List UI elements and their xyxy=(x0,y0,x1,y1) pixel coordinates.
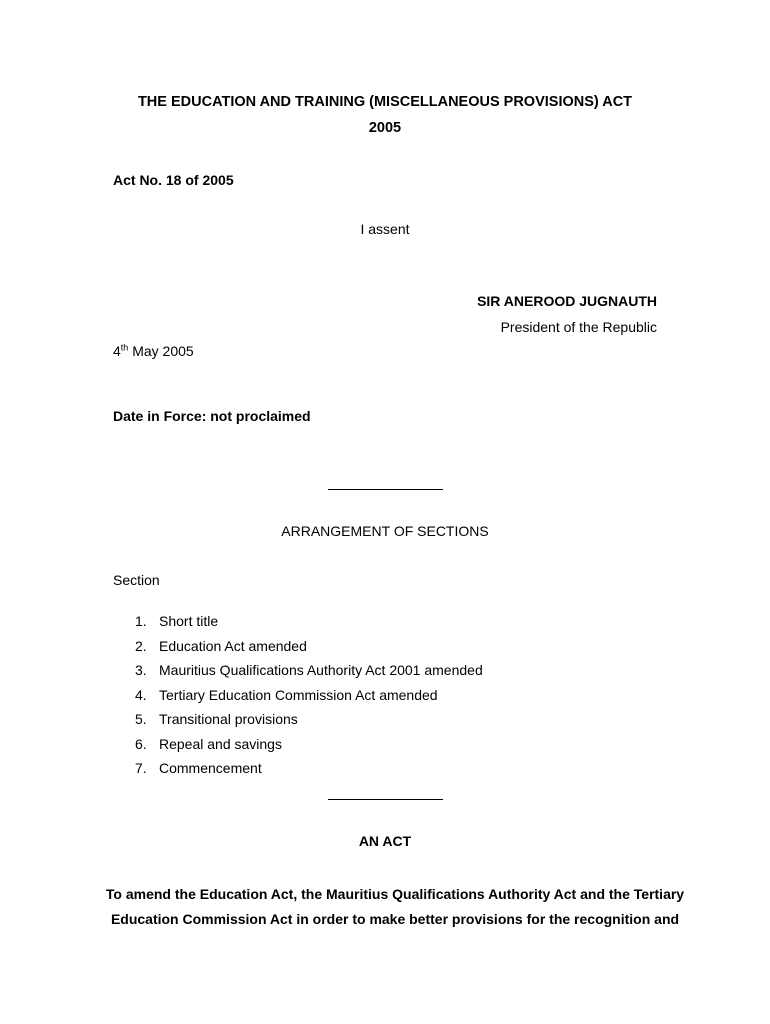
act-title-line2: 2005 xyxy=(368,120,402,136)
list-item xyxy=(135,638,483,663)
date-in-force: Date in Force: not proclaimed xyxy=(113,408,311,424)
section-number: 1. xyxy=(135,613,147,629)
section-label: Section xyxy=(113,572,160,588)
long-title-line1: To amend the Education Act, the Mauritius Qualifications Authority Act and the Tertiary xyxy=(105,886,685,902)
list-item xyxy=(135,736,483,761)
section-number: 3. xyxy=(135,662,147,678)
divider-rule xyxy=(328,799,443,800)
section-number: 7. xyxy=(135,760,147,776)
act-number: Act No. 18 of 2005 xyxy=(113,172,234,188)
section-number: 4. xyxy=(135,686,147,703)
list-item xyxy=(135,662,483,687)
list-item xyxy=(135,687,483,712)
list-item xyxy=(135,760,483,785)
long-title-line2: Education Commission Act in order to make better provisions for the recognition and xyxy=(110,911,680,927)
long-title xyxy=(100,882,690,932)
assent-date xyxy=(113,343,194,359)
section-title: Commencement xyxy=(159,760,262,776)
assent-text: I assent xyxy=(360,221,410,237)
section-title: Short title xyxy=(159,613,219,629)
president-title: President of the Republic xyxy=(500,319,657,335)
list-item xyxy=(135,613,483,638)
president-name: SIR ANEROOD JUGNAUTH xyxy=(477,293,657,309)
section-title: Repeal and savings xyxy=(159,735,282,752)
section-title: Mauritius Qualifications Authority Act 2001 amended xyxy=(159,662,483,678)
section-number: 2. xyxy=(135,637,147,654)
divider-rule xyxy=(328,489,443,490)
act-title-line1: THE EDUCATION AND TRAINING (MISCELLANEOUS PROVISIONS) ACT xyxy=(137,94,633,110)
an-act-heading: AN ACT xyxy=(358,833,412,849)
section-title: Transitional provisions xyxy=(159,711,298,727)
section-title: Education Act amended xyxy=(159,637,307,654)
list-item xyxy=(135,711,483,736)
arrangement-heading: ARRANGEMENT OF SECTIONS xyxy=(281,523,489,539)
sections-list xyxy=(135,613,483,785)
date-suffix: th xyxy=(120,342,129,353)
date-rest: May 2005 xyxy=(128,343,194,359)
section-number: 6. xyxy=(135,735,147,752)
date-day: 4 xyxy=(113,343,121,359)
section-number: 5. xyxy=(135,711,147,727)
section-title: Tertiary Education Commission Act amended xyxy=(159,686,438,703)
